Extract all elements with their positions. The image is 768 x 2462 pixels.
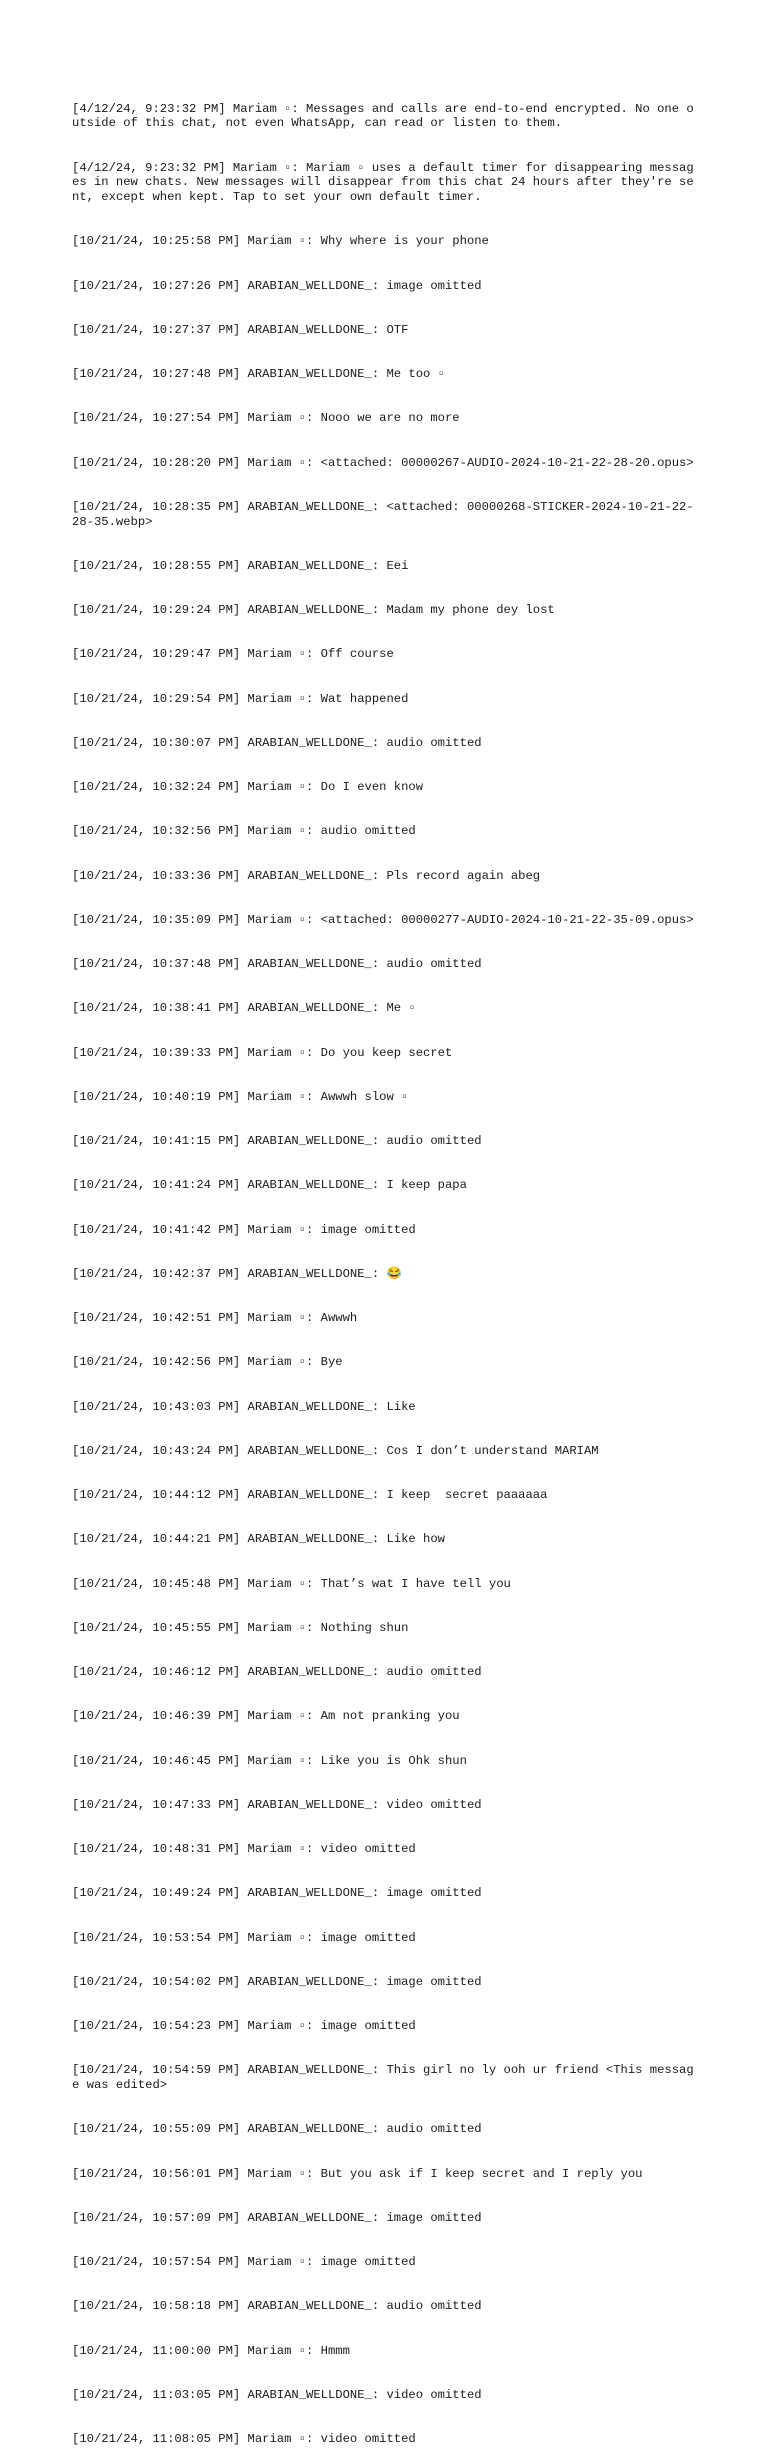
transcript-line: [10/21/24, 10:28:35 PM] ARABIAN_WELLDONE_: <attached: 00000268-STICKER-2024-10-21-22-28-35.webp> (72, 499, 694, 529)
transcript-line: [10/21/24, 10:37:48 PM] ARABIAN_WELLDONE_: audio omitted (72, 957, 482, 971)
transcript-line: [10/21/24, 10:44:21 PM] ARABIAN_WELLDONE_: Like how (72, 1532, 445, 1547)
transcript-line: [10/21/24, 10:30:07 PM] ARABIAN_WELLDONE_: audio omitted (72, 735, 482, 750)
transcript-line: [10/21/24, 10:33:36 PM] ARABIAN_WELLDONE_: Pls record again abeg (72, 868, 541, 883)
transcript-line: [10/21/24, 10:46:12 PM] ARABIAN_WELLDONE_: audio omitted (72, 1665, 482, 1679)
transcript-line: [10/21/24, 10:42:56 PM] Mariam ▫: Bye (72, 1355, 343, 1370)
transcript-line: [10/21/24, 10:27:54 PM] Mariam ▫: Nooo we are no more (72, 411, 460, 426)
transcript-line: [10/21/24, 10:27:26 PM] ARABIAN_WELLDONE_: image omitted (72, 278, 482, 293)
transcript-line: [10/21/24, 10:54:23 PM] Mariam ▫: image omitted (72, 2019, 416, 2033)
transcript-line: [10/21/24, 10:54:59 PM] ARABIAN_WELLDONE_: This girl no ly ooh ur friend <This message was edited> (72, 2063, 694, 2092)
transcript-line: [10/21/24, 10:41:42 PM] Mariam ▫: image omitted (72, 1222, 416, 1237)
transcript-line: [10/21/24, 10:48:31 PM] Mariam ▫: video omitted (72, 1842, 416, 1856)
transcript-line: [10/21/24, 10:42:51 PM] Mariam ▫: Awwwh (72, 1311, 358, 1325)
transcript-line: [10/21/24, 10:54:02 PM] ARABIAN_WELLDONE_: image omitted (72, 1974, 482, 1989)
transcript-line: [10/21/24, 10:41:15 PM] ARABIAN_WELLDONE_: audio omitted (72, 1134, 482, 1148)
transcript-line: [10/21/24, 10:35:09 PM] Mariam ▫: <attached: 00000277-AUDIO-2024-10-21-22-35-09.opus> (72, 912, 694, 927)
transcript-line: [10/21/24, 10:43:24 PM] ARABIAN_WELLDONE_: Cos I don’t understand MARIAM (72, 1443, 599, 1458)
transcript-line: [10/21/24, 10:57:09 PM] ARABIAN_WELLDONE_: image omitted (72, 2210, 482, 2225)
transcript-line: [10/21/24, 10:45:55 PM] Mariam ▫: Nothing shun (72, 1620, 409, 1635)
transcript-line: [10/21/24, 11:03:05 PM] ARABIAN_WELLDONE_: video omitted (72, 2387, 482, 2402)
transcript-line: [10/21/24, 10:29:54 PM] Mariam ▫: Wat happened (72, 691, 409, 706)
transcript-line: [10/21/24, 10:27:48 PM] ARABIAN_WELLDONE_: Me too ▫ (72, 367, 445, 381)
transcript-line: [10/21/24, 10:56:01 PM] Mariam ▫: But you ask if I keep secret and I reply you (72, 2166, 643, 2181)
transcript-line: [10/21/24, 10:32:24 PM] Mariam ▫: Do I even know (72, 780, 424, 794)
transcript-line: [10/21/24, 10:46:45 PM] Mariam ▫: Like you is Ohk shun (72, 1753, 467, 1768)
transcript-line: [10/21/24, 10:55:09 PM] ARABIAN_WELLDONE_: audio omitted (72, 2122, 482, 2137)
transcript-line: [10/21/24, 10:40:19 PM] Mariam ▫: Awwwh slow ▫ (72, 1089, 409, 1104)
transcript-line: [10/21/24, 10:44:12 PM] ARABIAN_WELLDONE_: I keep secret paaaaaa (72, 1488, 548, 1502)
transcript-line: [10/21/24, 10:53:54 PM] Mariam ▫: image omitted (72, 1930, 416, 1945)
transcript-line: [10/21/24, 10:29:24 PM] ARABIAN_WELLDONE_: Madam my phone dey lost (72, 603, 555, 617)
transcript-line: [10/21/24, 10:28:55 PM] ARABIAN_WELLDONE_: Eei (72, 558, 409, 573)
transcript-line: [10/21/24, 10:41:24 PM] ARABIAN_WELLDONE_: I keep papa (72, 1178, 467, 1193)
transcript-line: [10/21/24, 10:28:20 PM] Mariam ▫: <attached: 00000267-AUDIO-2024-10-21-22-28-20.opus> (72, 455, 694, 470)
transcript-line: [10/21/24, 10:27:37 PM] ARABIAN_WELLDONE_: OTF (72, 322, 409, 337)
transcript-line: [10/21/24, 10:46:39 PM] Mariam ▫: Am not pranking you (72, 1709, 460, 1724)
transcript-line: [10/21/24, 11:08:05 PM] Mariam ▫: video omitted (72, 2432, 416, 2446)
transcript-line: [10/21/24, 10:49:24 PM] ARABIAN_WELLDONE_: image omitted (72, 1886, 482, 1901)
transcript-line: [4/12/24, 9:23:32 PM] Mariam ▫: Messages and calls are end-to-end encrypted. No one outside of this chat, not even WhatsApp, can read or listen to them. (72, 101, 694, 131)
transcript-line: [10/21/24, 11:00:00 PM] Mariam ▫: Hmmm (72, 2343, 350, 2358)
transcript-line: [10/21/24, 10:58:18 PM] ARABIAN_WELLDONE_: audio omitted (72, 2299, 482, 2314)
transcript-line: [10/21/24, 10:29:47 PM] Mariam ▫: Off course (72, 647, 394, 662)
transcript-line: [10/21/24, 10:42:37 PM] ARABIAN_WELLDONE_: 😂 (72, 1266, 402, 1281)
transcript-line: [10/21/24, 10:45:48 PM] Mariam ▫: That’s wat I have tell you (72, 1576, 511, 1591)
transcript-line: [10/21/24, 10:47:33 PM] ARABIAN_WELLDONE_: video omitted (72, 1797, 482, 1812)
transcript-line: [10/21/24, 10:38:41 PM] ARABIAN_WELLDONE_: Me ▫ (72, 1001, 416, 1016)
chat-transcript-page (72, 72, 698, 2462)
transcript-line: [10/21/24, 10:39:33 PM] Mariam ▫: Do you keep secret (72, 1045, 453, 1060)
transcript-line: [10/21/24, 10:43:03 PM] ARABIAN_WELLDONE_: Like (72, 1399, 416, 1414)
transcript-line: [10/21/24, 10:25:58 PM] Mariam ▫: Why where is your phone (72, 234, 489, 249)
transcript-line: [4/12/24, 9:23:32 PM] Mariam ▫: Mariam ▫ uses a default timer for disappearing messages in new chats. New messages will disappear from this chat 24 hours after they're sent, except when kept. Tap to set your own default timer. (72, 160, 694, 204)
transcript-line: [10/21/24, 10:57:54 PM] Mariam ▫: image omitted (72, 2255, 416, 2269)
transcript-line: [10/21/24, 10:32:56 PM] Mariam ▫: audio omitted (72, 824, 416, 839)
